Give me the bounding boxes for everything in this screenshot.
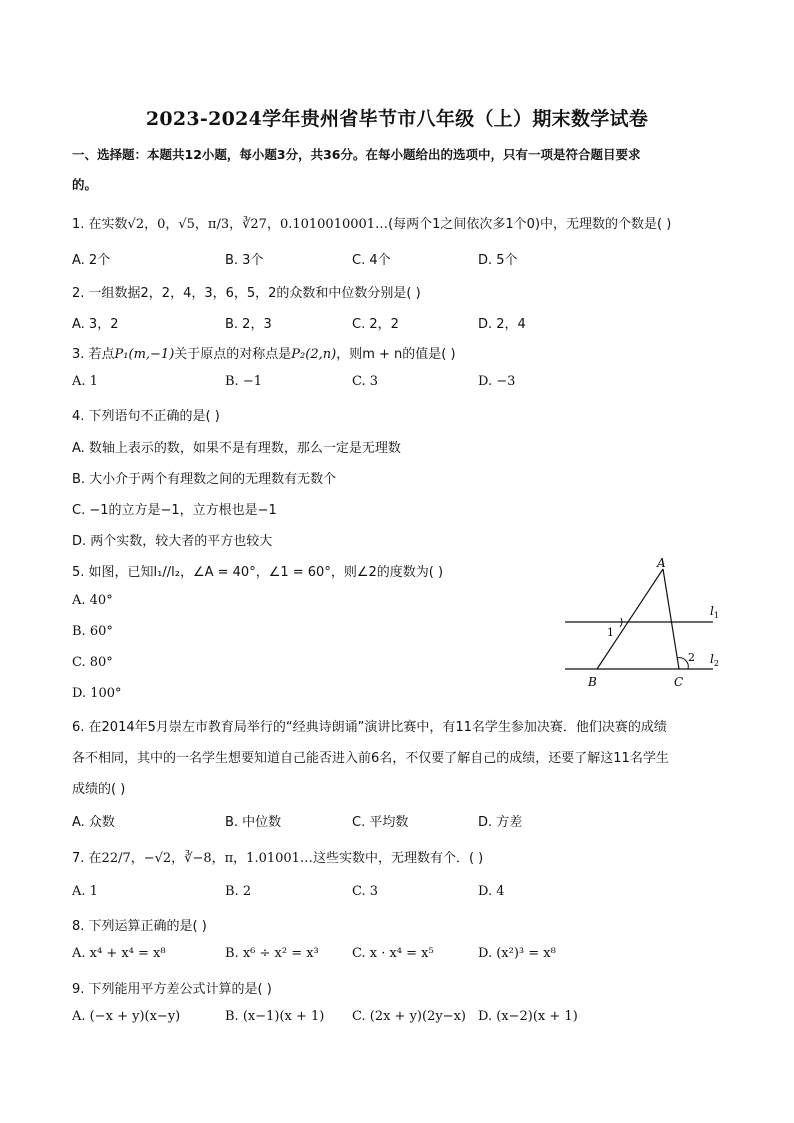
q6-option-a: A. 众数 <box>72 815 115 830</box>
question-2: 2. 一组数据2，2，4，3，6，5，2的众数和中位数分别是( ) <box>72 286 421 301</box>
q8-option-c: C. x · x⁴ = x⁵ <box>352 946 434 961</box>
q7-option-c: C. 3 <box>352 884 379 899</box>
q4-option-b: B. 大小介于两个有理数之间的无理数有无数个 <box>72 472 337 487</box>
q9-option-b: B. (x−1)(x + 1) <box>225 1009 325 1024</box>
section-instructions <box>72 140 732 200</box>
exam-title: 2023-2024学年贵州省毕节市八年级（上）期末数学试卷 <box>145 108 649 130</box>
q2-option-d: D. 2，4 <box>478 317 526 332</box>
question-1-math: √2，0，√5，π/3，∛27，0.1010010001… <box>127 217 389 232</box>
question-6-line-1: 6. 在2014年5月崇左市教育局举行的“经典诗朗诵”演讲比赛中，有11名学生参加决赛．他们决赛的成绩 <box>72 720 667 735</box>
segment-ac <box>663 569 679 669</box>
q5-option-d: D. 100° <box>72 686 122 701</box>
question-5: 5. 如图，已知l₁//l₂，∠A = 40°，∠1 = 60°，则∠2的度数为( ) <box>72 565 444 580</box>
q1-option-a: A. 2个 <box>72 253 111 268</box>
q8-option-d: D. (x²)³ = x⁸ <box>478 946 556 961</box>
label-b: B <box>588 675 597 689</box>
q8-option-b: B. x⁶ ÷ x² = x³ <box>225 946 319 961</box>
q4-option-c: C. −1的立方是−1，立方根也是−1 <box>72 503 277 518</box>
q5-option-a: A. 40° <box>72 593 113 608</box>
q1-option-c: C. 4个 <box>352 253 391 268</box>
q6-option-c: C. 平均数 <box>352 815 409 830</box>
question-3-point-2: P₂(2,n) <box>291 347 337 362</box>
q4-option-a: A. 数轴上表示的数，如果不是有理数，那么一定是无理数 <box>72 441 401 456</box>
q4-option-d: D. 两个实数，较大者的平方也较大 <box>72 534 273 549</box>
q3-option-d: D. −3 <box>478 374 516 389</box>
segment-ab <box>597 569 663 669</box>
label-angle-2: 2 <box>688 651 695 664</box>
question-3-mid: 关于原点的对称点是 <box>174 347 292 362</box>
q2-option-b: B. 2，3 <box>225 317 272 332</box>
q5-figure <box>555 555 735 695</box>
q1-option-d: D. 5个 <box>478 253 518 268</box>
question-3-prefix: 3. 若点 <box>72 347 115 362</box>
q3-option-a: A. 1 <box>72 374 98 389</box>
section-line-1: 一、选择题：本题共12小题，每小题3分，共36分。在每小题给出的选项中，只有一项是符合题目要求 <box>72 147 641 162</box>
question-1-prefix: 1. 在实数 <box>72 217 128 232</box>
question-3-point-1: P₁(m,−1) <box>114 347 175 362</box>
label-l1: $l_1$ <box>710 604 719 620</box>
q9-option-a: A. (−x + y)(x−y) <box>72 1009 181 1024</box>
label-angle-1: 1 <box>607 626 614 639</box>
label-a: A <box>657 556 666 570</box>
q5-option-c: C. 80° <box>72 655 113 670</box>
q9-option-d: D. (x−2)(x + 1) <box>478 1009 578 1024</box>
section-line-2: 的。 <box>72 177 98 192</box>
q6-option-d: D. 方差 <box>478 815 523 830</box>
question-1 <box>72 213 671 232</box>
q7-option-b: B. 2 <box>225 884 252 899</box>
q2-option-a: A. 3，2 <box>72 317 119 332</box>
question-6 <box>72 712 722 805</box>
q3-option-c: C. 3 <box>352 374 379 389</box>
question-9: 9. 下列能用平方差公式计算的是( ) <box>72 982 272 997</box>
q1-option-b: B. 3个 <box>225 253 264 268</box>
q8-option-a: A. x⁴ + x⁴ = x⁸ <box>72 946 166 961</box>
question-1-suffix: (每两个1之间依次多1个0)中，无理数的个数是( ) <box>388 217 672 232</box>
q7-option-d: D. 4 <box>478 884 505 899</box>
q9-option-c: C. (2x + y)(2y−x) <box>352 1009 466 1024</box>
question-7-math: 22/7，−√2，∛−8，π，1.01001… <box>101 851 313 866</box>
q6-option-b: B. 中位数 <box>225 815 282 830</box>
label-l2: $l_2$ <box>710 652 719 668</box>
q3-option-b: B. −1 <box>225 374 262 389</box>
question-6-line-2: 各不相同，其中的一名学生想要知道自己能否进入前6名，不仅要了解自己的成绩，还要了解这11名学生 <box>72 751 669 766</box>
question-6-line-3: 成绩的( ) <box>72 782 126 797</box>
question-3 <box>72 343 456 362</box>
q7-option-a: A. 1 <box>72 884 98 899</box>
question-7-prefix: 7. 在 <box>72 851 102 866</box>
label-c: C <box>674 675 684 689</box>
question-8: 8. 下列运算正确的是( ) <box>72 919 207 934</box>
question-7-suffix: 这些实数中，无理数有个．( ) <box>312 851 484 866</box>
q5-option-b: B. 60° <box>72 624 113 639</box>
question-3-suffix: ，则m + n的值是( ) <box>336 347 456 362</box>
question-4: 4. 下列语句不正确的是( ) <box>72 409 220 424</box>
q2-option-c: C. 2，2 <box>352 317 399 332</box>
question-7 <box>72 847 483 866</box>
